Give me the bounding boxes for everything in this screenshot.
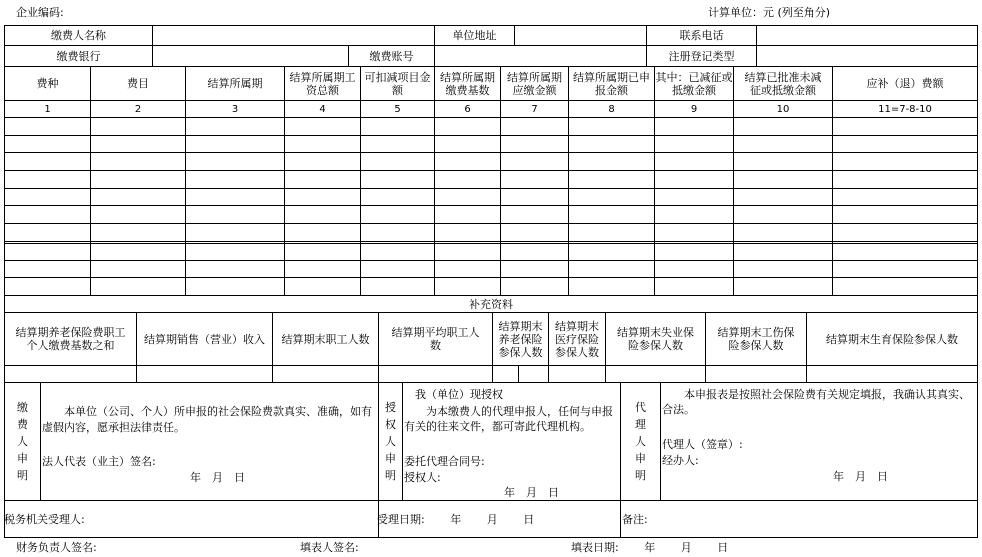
payer-name-label: 缴费人名称 (51, 29, 106, 42)
column-number: 3 (231, 103, 239, 115)
account-label: 缴费账号 (369, 49, 414, 63)
account-field[interactable] (435, 46, 646, 66)
supplement-header-medical-insured: 结算期末 医疗保险 参保人数 (555, 319, 599, 359)
agent-declaration-text: 本申报表是按照社会保险费有关规定填报，我确认其真实、合法。 (662, 388, 970, 416)
bank-label: 缴费银行 (56, 49, 101, 63)
column-number: 9 (690, 103, 698, 115)
column-number: 11=7-8-10 (878, 103, 932, 115)
payer-declaration-title: 缴 费 人 申 明 (17, 401, 28, 482)
column-header-fee-type: 费种 (36, 77, 59, 90)
column-header-amount-due: 结算所属期 应缴金额 (507, 70, 562, 97)
supplement-header-maternity-insured: 结算期末生育保险参保人数 (826, 332, 958, 346)
remark-label[interactable]: 备注: (622, 513, 648, 526)
column-header-period: 结算所属期 (207, 77, 263, 90)
column-header-balance: 应补（退）费额 (866, 77, 944, 90)
handler-label[interactable]: 经办人: (662, 454, 699, 467)
column-header-declared-amount: 结算所属期已申 报金额 (573, 70, 650, 97)
phone-label: 联系电话 (679, 29, 724, 42)
column-header-deductible: 可扣减项目金 额 (364, 70, 431, 97)
grid-line (4, 500, 978, 501)
supplement-header-injury-insured: 结算期末工伤保 险参保人数 (717, 326, 795, 352)
finance-manager-signature[interactable]: 财务负责人签名: (16, 541, 97, 554)
grid-line (4, 382, 978, 383)
payer-declaration-date: 年 月 日 (190, 471, 245, 484)
supplement-header-unemployment-insured: 结算期末失业保 险参保人数 (617, 326, 694, 352)
contract-number-label[interactable]: 委托代理合同号: (404, 455, 485, 468)
enterprise-code-label: 企业编码: (16, 6, 64, 19)
registration-type-label: 注册登记类型 (668, 49, 735, 63)
column-header-payment-base: 结算所属期 缴费基数 (440, 70, 495, 97)
column-number: 7 (531, 103, 538, 115)
supplement-header-pension-insured: 结算期末 养老保险 参保人数 (498, 319, 543, 359)
payer-name-field[interactable] (153, 26, 434, 45)
bank-field[interactable] (153, 46, 348, 66)
fill-date-label[interactable]: 填表日期: 年 月 日 (571, 541, 729, 554)
tax-receiver-label[interactable]: 税务机关受理人: (4, 513, 85, 526)
authorizer-declaration-text: 为本缴费人的代理申报人，任何与申报有关的往来文件，都可寄此代理机构。 (404, 405, 613, 433)
supplement-values-row[interactable] (5, 366, 977, 382)
column-number: 1 (44, 103, 51, 115)
form-filler-signature[interactable]: 填表人签名: (300, 541, 359, 554)
column-number: 4 (319, 103, 326, 115)
agent-declaration-title: 代 理 人 申 明 (635, 401, 646, 482)
column-header-approved-amount: 结算已批准未减 征或抵缴金额 (744, 70, 822, 97)
column-number: 8 (608, 103, 615, 115)
grid-line (40, 382, 41, 500)
supplement-header-pension-base: 结算期养老保险费职工 个人缴费基数之和 (15, 326, 126, 352)
supplement-header-average-employees: 结算期平均职工人 数 (391, 326, 480, 352)
payer-declaration-text: 本单位（公司、个人）所申报的社会保险费款真实、准确，如有虚假内容，愿承担法律责任。 (42, 405, 372, 434)
column-header-total-wages: 结算所属期工 资总额 (289, 70, 356, 97)
legal-representative-signature[interactable]: 法人代表（业主）签名: (42, 455, 156, 468)
phone-field[interactable] (757, 26, 977, 45)
agent-declaration-date: 年 月 日 (833, 470, 888, 483)
grid-line (660, 382, 661, 500)
authorizer-date: 年 月 日 (504, 486, 559, 499)
column-number: 5 (394, 103, 401, 115)
column-number: 2 (134, 103, 142, 115)
unit-address-field[interactable] (515, 26, 646, 45)
supplement-header-sales-income: 结算期销售（营业）收入 (144, 332, 265, 346)
agent-signature-label[interactable]: 代理人（签章）: (662, 438, 743, 451)
supplement-header-employee-count: 结算期末职工人数 (281, 332, 370, 346)
column-number: 6 (464, 103, 471, 115)
column-header-fee-item: 费目 (127, 77, 149, 90)
registration-type-field[interactable] (757, 46, 977, 66)
grid-line (977, 25, 978, 537)
acceptance-date-label[interactable]: 受理日期: 年 月 日 (377, 513, 535, 526)
authorizer-label[interactable]: 授权人: (404, 471, 441, 484)
authorizer-declaration-title: 授 权 人 申 明 (385, 401, 396, 482)
grid-line (402, 382, 403, 500)
column-header-reduced-amount: 其中：已减征或 抵缴金额 (655, 70, 733, 97)
column-number: 10 (776, 103, 790, 115)
unit-address-label: 单位地址 (452, 29, 497, 42)
supplement-title: 补充资料 (469, 297, 513, 311)
calculation-unit-label: 计算单位：元 (列至角分) (708, 6, 831, 19)
authorization-line: 我（单位）现授权 (404, 388, 503, 401)
grid-line (4, 537, 978, 538)
data-rows-area[interactable] (5, 118, 977, 295)
